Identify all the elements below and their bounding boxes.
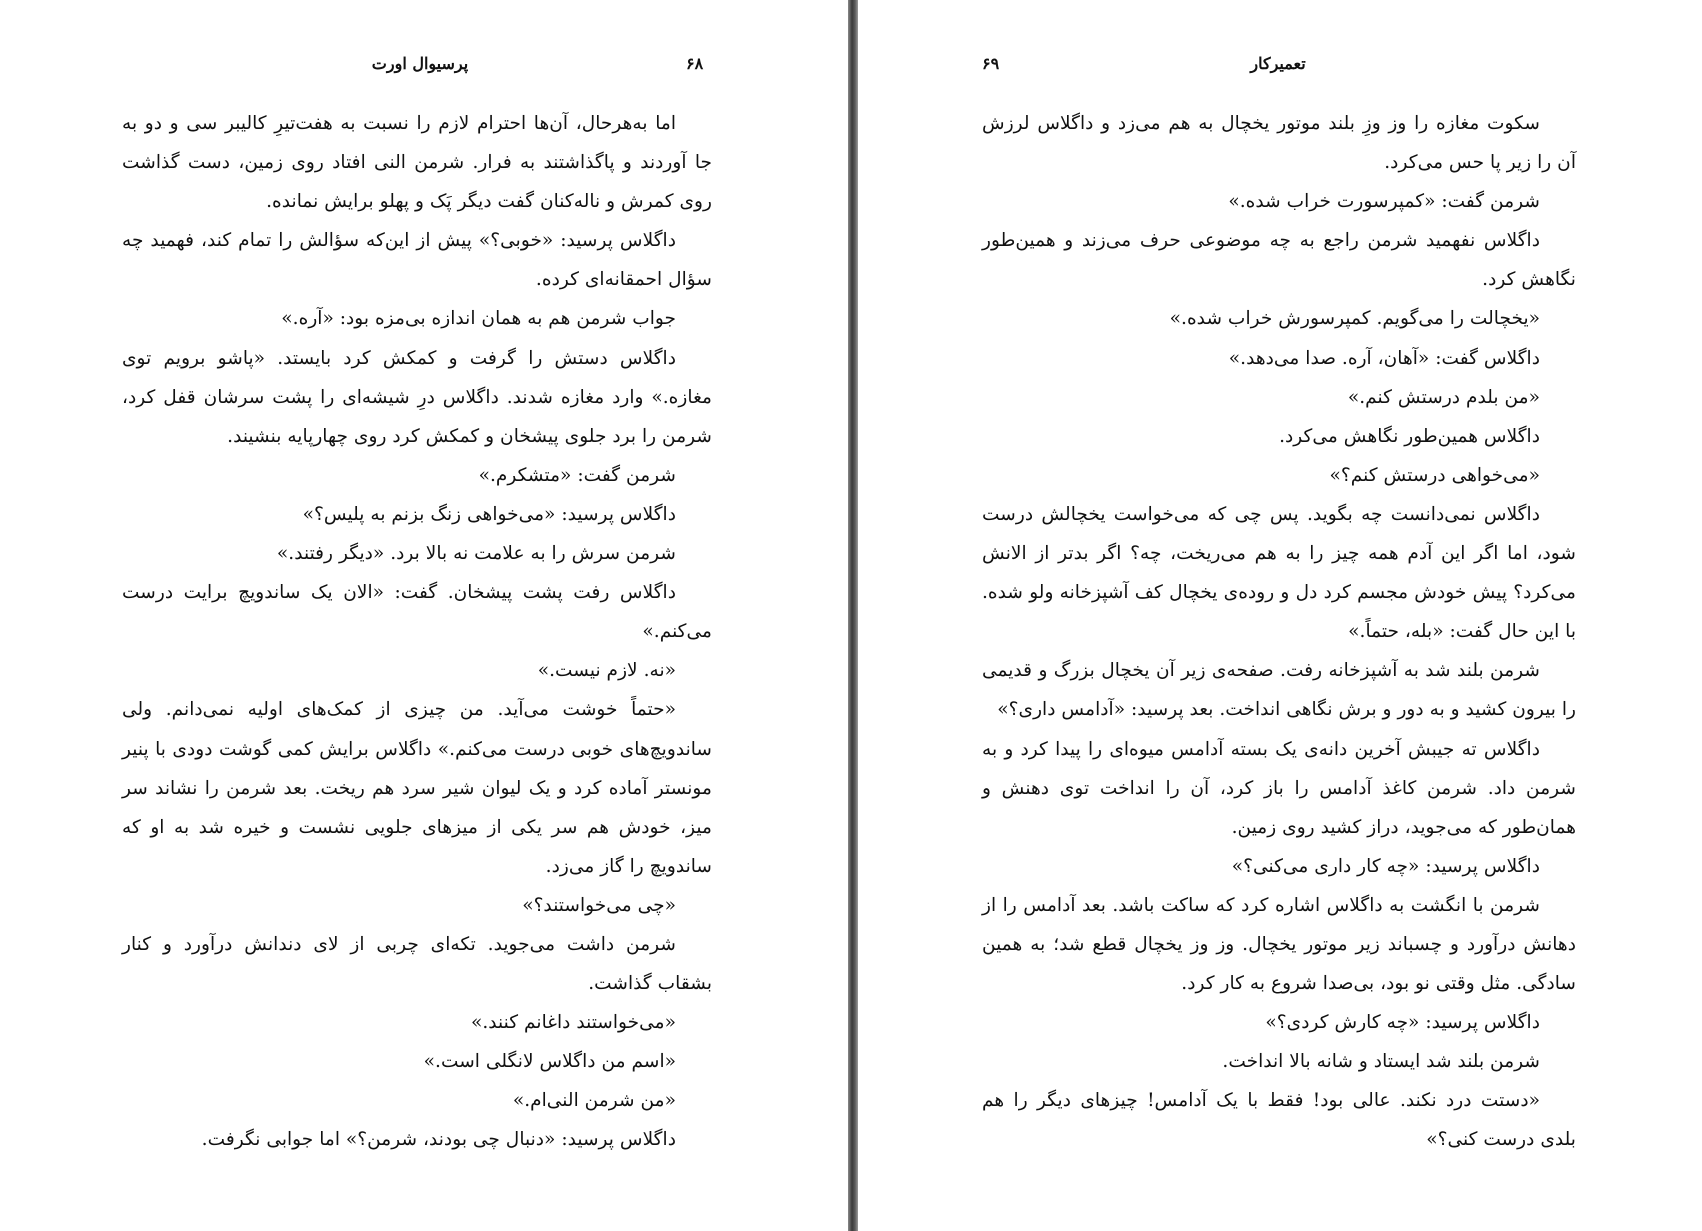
right-paragraph-2: شرمن گفت: «کمپرسورت خراب شده.»	[1228, 191, 1540, 213]
right-running-title: تعمیرکار	[1250, 54, 1306, 73]
left-paragraph-3: جواب شرمن هم به همان اندازه بی‌مزه بود: «آره.»	[281, 308, 676, 330]
right-paragraph-5: داگلاس گفت: «آهان، آره. صدا می‌دهد.»	[1228, 347, 1540, 369]
right-paragraph-4: «یخچالت را می‌گویم. کمپرسورش خراب شده.»	[1169, 308, 1540, 330]
left-paragraph-6: داگلاس پرسید: «می‌خواهی زنگ بزنم به پلیس؟»	[302, 503, 676, 525]
left-paragraph-12: شرمن داشت می‌جوید. تکه‌ای چربی از لای دندانش درآورد و کنار بشقاب گذاشت.	[122, 933, 712, 995]
right-paragraph-7: داگلاس همین‌طور نگاهش می‌کرد.	[1279, 425, 1540, 447]
left-paragraph-7: شرمن سرش را به علامت نه بالا برد. «دیگر رفتند.»	[276, 543, 676, 565]
left-page-number: ۶۸	[686, 54, 704, 73]
left-paragraph-9: «نه. لازم نیست.»	[537, 660, 676, 682]
left-paragraph-5: شرمن گفت: «متشکرم.»	[478, 464, 676, 486]
right-paragraph-11: داگلاس ته جیبش آخرین دانه‌ی یک بسته آدامس میوه‌ای را پیدا کرد و به شرمن داد. شرمن کاغذ آدامس را باز کرد، آن را انداخت توی دهنش و همان‌طور که می‌جوید، دراز کشید روی زمین.	[982, 738, 1576, 838]
left-paragraph-16: داگلاس پرسید: «دنبال چی بودند، شرمن؟» اما جوابی نگرفت.	[201, 1129, 676, 1151]
right-paragraph-9: داگلاس نمی‌دانست چه بگوید. پس چی که می‌خواست یخچالش درست شود، اما اگر این آدم همه چیز را به هم می‌ریخت، چه؟ اگر بدتر از الانش می‌کرد؟ پیش خودش مجسم کرد دل و روده‌ی یخچال کف آشپزخانه ولو شده. با این حال گفت: «بله، حتماً.»	[982, 503, 1576, 643]
left-paragraph-4: داگلاس دستش را گرفت و کمکش کرد بایستد. «پاشو برویم توی مغازه.» وارد مغازه شدند. داگلاس درِ شیشه‌ای را پشت سرشان قفل کرد، شرمن را برد جلوی پیشخان و کمکش کرد روی چهارپایه بنشیند.	[122, 347, 712, 447]
right-page	[858, 0, 1702, 1231]
left-paragraph-2: داگلاس پرسید: «خوبی؟» پیش از این‌که سؤالش را تمام کند، فهمید چه سؤال احمقانه‌ای کرده.	[122, 230, 712, 291]
book-gutter	[848, 0, 858, 1231]
right-paragraph-14: داگلاس پرسید: «چه کارش کردی؟»	[1265, 1012, 1540, 1034]
left-paragraph-15: «من شرمن النی‌ام.»	[512, 1090, 676, 1112]
left-page-text	[122, 104, 712, 1160]
right-paragraph-3: داگلاس نفهمید شرمن راجع به چه موضوعی حرف می‌زند و همین‌طور نگاهش کرد.	[982, 230, 1576, 291]
right-paragraph-1: سکوت مغازه را وز وزِ بلند موتور یخچال به هم می‌زد و داگلاس لرزش آن را زیر پا حس می‌کرد.	[982, 113, 1576, 174]
left-page	[0, 0, 848, 1231]
right-paragraph-12: داگلاس پرسید: «چه کار داری می‌کنی؟»	[1231, 855, 1540, 877]
right-paragraph-16: «دستت درد نکند. عالی بود! فقط با یک آدامس! چیزهای دیگر را هم بلدی درست کنی؟»	[982, 1090, 1576, 1151]
left-paragraph-11: «چی می‌خواستند؟»	[522, 894, 676, 916]
left-paragraph-1: اما به‌هرحال، آن‌ها احترام لازم را نسبت به هفت‌تیرِ کالیبر سی و دو به جا آوردند و پاگذاشتند به فرار. شرمن النی افتاد روی زمین، دست گذاشت روی کمرش و ناله‌کنان گفت دیگر پَک و پهلو برایش نمانده.	[122, 113, 712, 213]
left-running-title: پرسیوال اورت	[371, 54, 469, 73]
right-paragraph-10: شرمن بلند شد به آشپزخانه رفت. صفحه‌ی زیر آن یخچال بزرگ و قدیمی را بیرون کشید و به دور و برش نگاهی انداخت. بعد پرسید: «آدامس داری؟»	[982, 660, 1576, 721]
left-paragraph-10: «حتماً خوشت می‌آید. من چیزی از کمک‌های اولیه نمی‌دانم. ولی ساندویچ‌های خوبی درست می‌کنم.» داگلاس برایش کمی گوشت دودی با پنیر مونستر آماده کرد و یک لیوان شیر سرد هم ریخت. بعد شرمن را نشاند سر میز، خودش هم سر یکی از میزهای جلویی نشست و خیره شد به او که ساندویچ را گاز می‌زد.	[122, 699, 712, 877]
left-paragraph-13: «می‌خواستند داغانم کنند.»	[471, 1012, 676, 1034]
right-page-number: ۶۹	[982, 54, 1000, 73]
right-paragraph-8: «می‌خواهی درستش کنم؟»	[1329, 464, 1540, 486]
right-page-text	[982, 104, 1576, 1160]
right-paragraph-6: «من بلدم درستش کنم.»	[1347, 386, 1540, 408]
left-paragraph-8: داگلاس رفت پشت پیشخان. گفت: «الان یک ساندویچ برایت درست می‌کنم.»	[122, 582, 712, 643]
left-paragraph-14: «اسم من داگلاس لانگلی است.»	[423, 1051, 676, 1073]
right-paragraph-15: شرمن بلند شد ایستاد و شانه بالا انداخت.	[1222, 1051, 1540, 1073]
right-paragraph-13: شرمن با انگشت به داگلاس اشاره کرد که ساکت باشد. بعد آدامس را از دهانش درآورد و چسباند زیر موتور یخچال. وز وز یخچال قطع شد؛ به همین سادگی. مثل وقتی نو بود، بی‌صدا شروع به کار کرد.	[982, 894, 1576, 995]
